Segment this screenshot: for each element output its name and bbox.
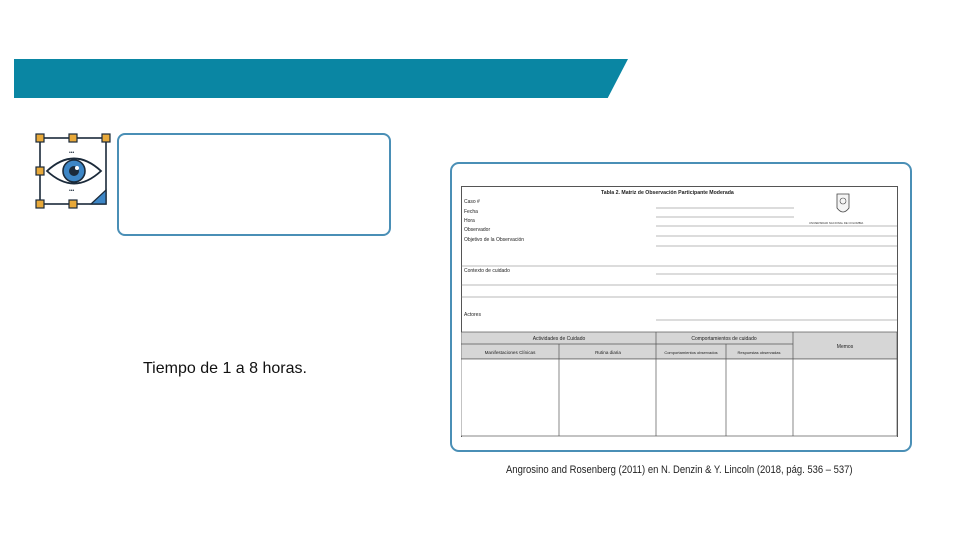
title-banner xyxy=(14,59,628,98)
svg-text:•••: ••• xyxy=(69,188,75,194)
col-observed: Comportamientos observados xyxy=(664,350,718,355)
col-not-observed: Respuestas observadas xyxy=(737,350,781,355)
duration-text: Tiempo de 1 a 8 horas. xyxy=(143,360,307,377)
col-notes: Memos xyxy=(836,344,854,350)
section-actors: Actores xyxy=(464,312,481,318)
eye-observation-icon xyxy=(34,132,112,210)
field-label: Fecha xyxy=(464,209,478,215)
section-context: Contexto de cuidado xyxy=(464,268,510,274)
seal-caption: UNIVERSIDAD NACIONAL DE COLOMBIA xyxy=(809,221,864,225)
source-citation: Angrosino and Rosenberg (2011) en N. Denzin & Y. Lincoln (2018, pág. 536 – 537) xyxy=(506,464,853,476)
matrix-seal-icon xyxy=(837,194,849,212)
group-behaviors: Comportamientos de cuidado xyxy=(691,336,757,342)
field-label: Objetivo de la Observación xyxy=(464,237,525,243)
field-label: Observador xyxy=(464,227,491,233)
field-label: Hora xyxy=(464,218,475,224)
svg-text:•••: ••• xyxy=(69,150,75,156)
field-label: Caso # xyxy=(464,199,480,205)
group-activities: Actividades de Cuidado xyxy=(532,336,586,342)
col-routines: Rutina diaria xyxy=(595,350,621,355)
observation-matrix-table xyxy=(461,186,898,437)
empty-content-box xyxy=(117,133,391,236)
matrix-title: Tabla 2. Matriz de Observación Participante Moderada xyxy=(601,190,734,196)
col-manifestations: Manifestaciones Clínicas xyxy=(484,350,536,355)
